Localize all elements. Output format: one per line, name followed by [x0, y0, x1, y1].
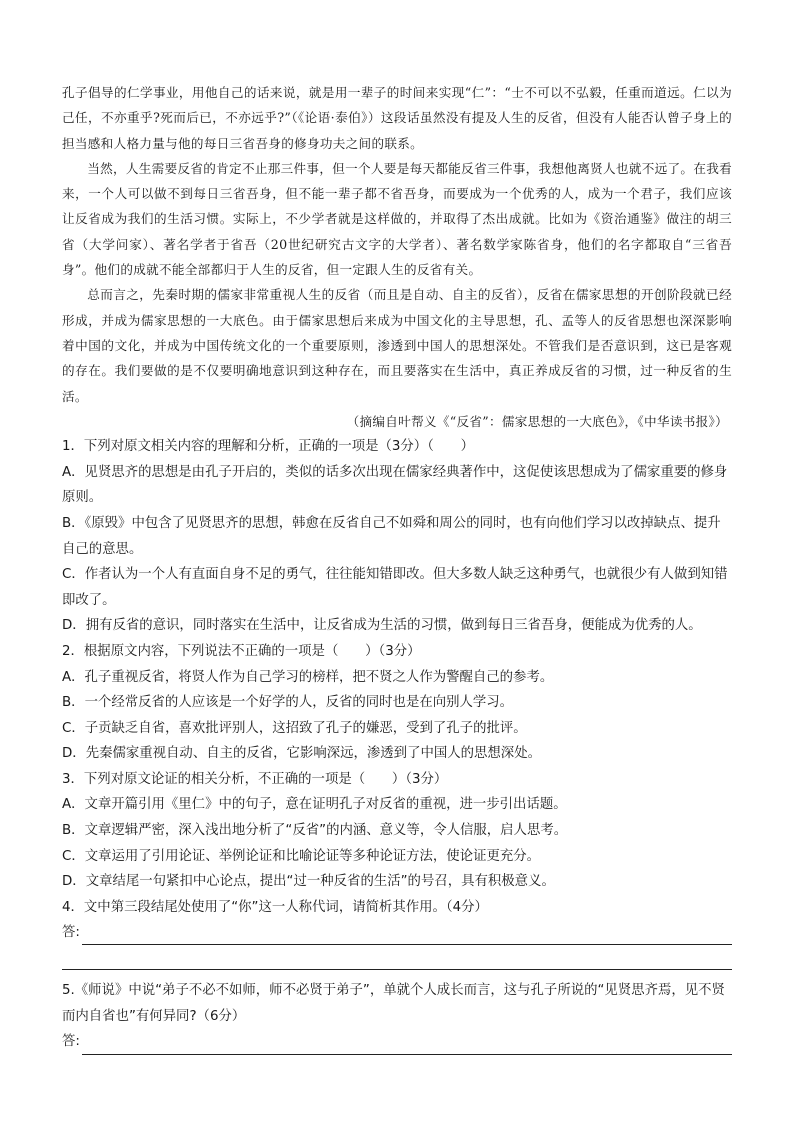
passage-paragraph-2: 当然，人生需要反省的肯定不止那三件事，但一个人要是每天都能反省三件事，我想他离贤人也就不远了。在我看来，一个人可以做不到每日三省吾身，但不能一辈子都不省吾身，而要成为一个优秀的人，成为一个君子，我们应该让反省成为我们的生活习惯。实际上，不少学者就是这样做的，并取得了杰出成就。比如为《资治通鉴》做注的胡三省（大学问家）、著名学者于省吾（20世纪研究古文字的大学者）、著名数学家陈省身，他们的名字都取自“三省吾身”。他们的成就不能全部都归于人生的反省，但一定跟人生的反省有关。: [62, 160, 732, 278]
question-stem: 1．下列对原文相关内容的理解和分析，正确的一项是（3分）（ ）: [62, 439, 475, 455]
question-option: C．子贡缺乏自省，喜欢批评别人，这招致了孔子的嫌恶，受到了孔子的批评。: [62, 720, 527, 736]
answer-row: [62, 1030, 732, 1055]
answer-row: [62, 920, 732, 945]
question-option: B．一个经常反省的人应该是一个好学的人，反省的同时也是在向别人学习。: [62, 695, 514, 711]
question-option: D．文章结尾一句紧扣中心论点，提出“过一种反省的生活”的号召，具有积极意义。: [62, 874, 555, 890]
question-3: [62, 767, 732, 895]
question-option: D．拥有反省的意识，同时落实在生活中，让反省成为生活的习惯，做到每日三省吾身，便能成为优秀的人。: [62, 618, 702, 634]
passage-source: （摘编自叶帮义《“反省”：儒家思想的一大底色》，《中华读书报》）: [346, 413, 728, 429]
question-stem: 3．下列对原文论证的相关分析，不正确的一项是（ ）（3分）: [62, 771, 448, 787]
question-option: C．文章运用了引用论证、举例论证和比喻论证等多种论证方法，使论证更充分。: [62, 848, 541, 864]
question-option: A．孔子重视反省，将贤人作为自己学习的榜样，把不贤之人作为警醒自己的参考。: [62, 669, 554, 685]
passage-paragraph-1: 孔子倡导的仁学事业，用他自己的话来说，就是用一辈子的时间来实现“仁”：“士不可以不弘毅，任重而道远。仁以为己任，不亦重乎?死而后已，不亦远乎?”（《论语·泰伯》）这段话虽然没有提及人生的反省，但没有人能否认曾子身上的担当感和人格力量与他的每日三省吾身的修身功夫之间的联系。: [62, 85, 732, 151]
question-option: B．《原毁》中包含了见贤思齐的思想，韩愈在反省自己不如舜和周公的同时，也有向他们学习以改掉缺点、提升自己的意思。: [62, 515, 721, 557]
question-stem: 4．文中第三段结尾处使用了“你”这一人称代词，请简析其作用。（4分）: [62, 899, 488, 915]
question-2: [62, 639, 732, 767]
answer-line-extra[interactable]: [62, 945, 732, 970]
answer-label: 答:: [62, 924, 80, 940]
question-option: B．文章逻辑严密，深入浅出地分析了“反省”的内涵、意义等，令人信服，启人思考。: [62, 823, 568, 839]
answer-line[interactable]: [82, 926, 732, 945]
passage-paragraph-3: 总而言之，先秦时期的儒家非常重视人生的反省（而且是自动、自主的反省），反省在儒家思想的开创阶段就已经形成，并成为儒家思想的一大底色。由于儒家思想后来成为中国文化的主导思想，孔、孟等人的反省思想也深深影响着中国的文化，并成为中国传统文化的一个重要原则，渗透到中国人的思想深处。不管我们是否意识到，这已是客观的存在。我们要做的是不仅要明确地意识到这种存在，而且要落实在生活中，真正养成反省的习惯，过一种反省的生活。: [62, 287, 732, 404]
question-option: A．见贤思齐的思想是由孔子开启的，类似的话多次出现在儒家经典著作中，这促使该思想成为了儒家重要的修身原则。: [62, 464, 728, 506]
question-stem: 2．根据原文内容，下列说法不正确的一项是（ ）（3分）: [62, 643, 421, 659]
question-option: C．作者认为一个人有直面自身不足的勇气，往往能知错即改。但大多数人缺乏这种勇气，也就很少有人做到知错即改了。: [62, 567, 728, 608]
question-5: [62, 978, 732, 1054]
reading-passage: [62, 80, 732, 434]
question-list: [62, 434, 732, 1054]
question-4: [62, 895, 732, 971]
spacer: [62, 970, 732, 978]
question-1: [62, 434, 732, 639]
question-stem: 5.《师说》中说“弟子不必不如师，师不必贤于弟子”，单就个人成长而言，这与孔子所说的“见贤思齐焉，见不贤而内自省也”有何异同?（6分）: [62, 983, 725, 1025]
answer-label: 答:: [62, 1034, 80, 1050]
answer-line[interactable]: [82, 1036, 732, 1055]
question-option: A．文章开篇引用《里仁》中的句子，意在证明孔子对反省的重视，进一步引出话题。: [62, 797, 567, 813]
question-option: D．先秦儒家重视自动、自主的反省，它影响深远，渗透到了中国人的思想深处。: [62, 746, 541, 762]
